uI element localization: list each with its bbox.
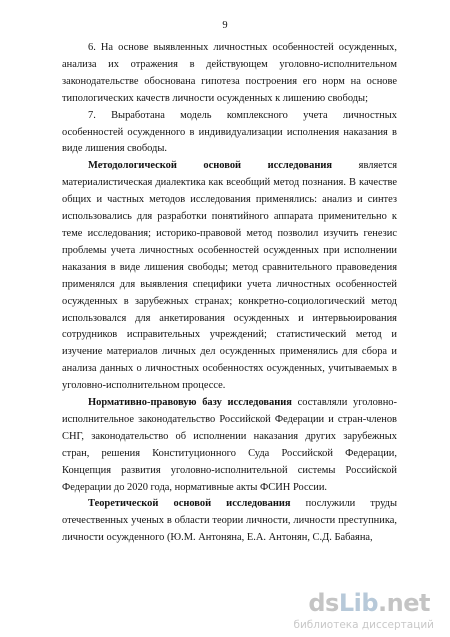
paragraph-theoretical-base bbox=[62, 496, 397, 547]
normative-base-heading: Нормативно-правовую базу исследования bbox=[88, 397, 292, 409]
paragraph-methodology bbox=[62, 158, 397, 395]
theoretical-base-text: послужили труды отечественных ученых в области теории личности, личности преступника, личности осужденного (Ю.М. Антоняна, Е.А. Антонян, С.Д. Бабаяна, bbox=[62, 498, 398, 544]
paragraph-normative-base bbox=[62, 395, 397, 496]
logo-net: .net bbox=[378, 589, 430, 617]
document-body bbox=[62, 40, 397, 547]
methodology-text: является материалистическая диалектика как всеобщий метод познания. В качестве общих и частных методов исследования применялись: анализ и синтез использовались для разработки понятийного аппарата применительно к теме исследования; историко-правовой метод позволил изучить генезис проблемы учета личностных особенностей осужденных при исполнении наказания в виде лишения свободы; метод сравнительного правоведения применялся для выявления специфики учета личностных особенностей осужденных в зарубежных странах; конкретно-социологический метод использовался для анкетирования осужденных и интервьюирования сотрудников исправительных учреждений; статистический метод и изучение материалов личных дел осужденных применялись для сбора и анализа данных о личностных особенностях осужденных, учитываемых в уголовно-исполнительном процессе. bbox=[62, 160, 397, 392]
logo-lib: Lib bbox=[338, 589, 379, 617]
logo-ds: ds bbox=[308, 589, 339, 617]
theoretical-base-heading: Теоретической основой исследования bbox=[88, 498, 291, 510]
watermark-subtitle: библиотека диссертаций bbox=[293, 619, 434, 631]
dslib-watermark bbox=[286, 589, 436, 635]
page-number: 9 bbox=[222, 20, 228, 31]
dslib-logo bbox=[308, 589, 430, 617]
normative-base-text: составляли уголовно-исполнительное законодательство Российской Федерации и стран-членов СНГ, законодательство об исполнении наказания других зарубежных стран, решения Конституционного Суда Российской Федерации, Концепция развития уголовно-исполнительной системы Российской Федерации до 2020 года, нормативные акты ФСИН России. bbox=[62, 397, 397, 493]
paragraph-item-7: 7. Выработана модель комплексного учета личностных особенностей осужденного в индивидуализации исполнения наказания в виде лишения свободы. bbox=[62, 109, 397, 155]
methodology-heading: Методологической основой исследования bbox=[88, 160, 333, 172]
paragraph-item-6: 6. На основе выявленных личностных особенностей осужденных, анализа их отражения в действующем уголовно-исполнительном законодательстве обоснована гипотеза построения его норм на основе типологических качеств личности осужденных к лишению свободы; bbox=[62, 42, 397, 104]
